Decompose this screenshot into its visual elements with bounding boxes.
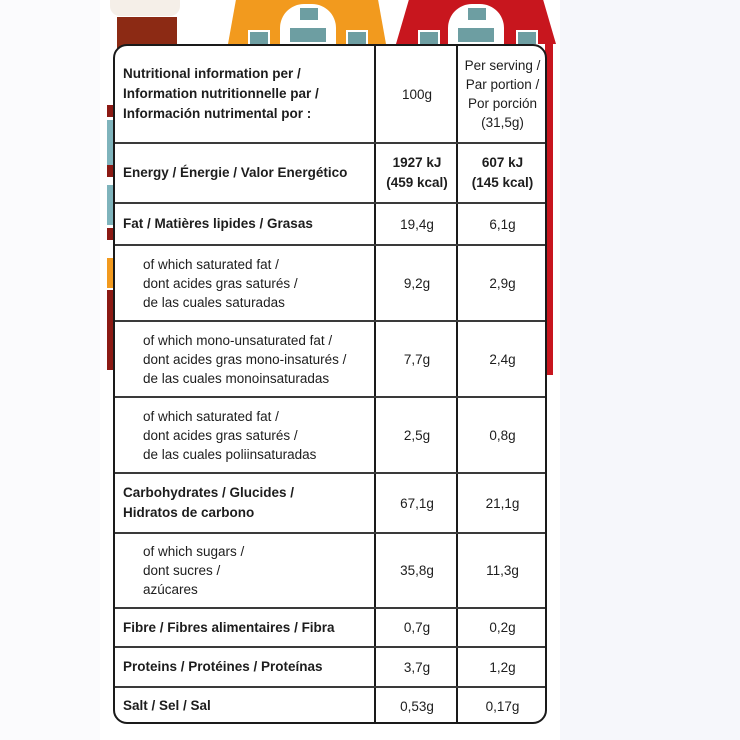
row-label-line: dont acides gras saturés / [143,275,298,291]
row-label [115,204,374,244]
row-label-text: Salt / Sel / Sal [123,698,211,713]
value-kcal: (145 kcal) [471,175,534,190]
value-text: 7,7g [403,351,431,367]
table-row-sugars [115,532,545,607]
value-text: 19,4g [400,216,434,232]
header-per-serving [456,46,547,142]
value-serving [456,534,547,607]
row-label [115,648,374,686]
header-100g [374,46,458,142]
value-serving [456,144,547,202]
value-100g [374,609,458,646]
value-text: 0,8g [489,427,516,443]
background-left [0,0,100,740]
window-icon [288,26,328,44]
row-label [115,688,374,724]
row-label-text: Fibre / Fibres alimentaires / Fibra [123,619,335,635]
table-row-fat [115,202,545,244]
value-100g [374,246,458,320]
table-row-polyunsaturated-fat [115,396,545,472]
value-text: 3,7g [403,659,431,675]
value-text: 6,1g [489,216,516,232]
row-label [115,474,374,532]
row-label-line: of which mono-unsaturated fat / [143,332,333,348]
table-row-monounsaturated-fat [115,320,545,396]
value-text: 21,1g [485,495,520,511]
value-serving [456,688,547,724]
value-kcal: (459 kcal) [386,175,448,190]
header-label-line: Nutritional information per / [123,66,301,81]
header-serving-line: Per serving / [464,58,541,73]
value-text: 67,1g [400,495,434,511]
header-serving-line: Por porción [467,96,538,111]
row-label-line: Carbohydrates / Glucides / [123,485,295,500]
table-row-fibre [115,607,545,646]
table-row-proteins [115,646,545,686]
row-label-line: dont sucres / [143,563,221,578]
value-serving [456,322,547,396]
table-row-energy [115,142,545,202]
row-label-line: dont acides gras mono-insaturés / [143,351,347,367]
red-house-illustration [396,0,556,44]
row-label-line: dont acides gras saturés / [143,427,298,443]
header-serving-line: Par portion / [465,77,540,92]
table-header-row [115,46,545,142]
row-label-line: de las cuales poliinsaturadas [143,446,317,462]
value-serving [456,648,547,686]
value-text: 9,2g [403,275,431,291]
value-text: 0,2g [489,620,516,635]
value-100g [374,534,458,607]
row-label-line: of which sugars / [143,544,245,559]
value-100g [374,648,458,686]
header-serving-line: (31,5g) [481,115,524,130]
row-label [115,246,374,320]
table-row-salt [115,686,545,724]
header-label [115,46,374,142]
row-label-text: Fat / Matières lipides / Grasas [123,216,313,231]
header-label-line: Information nutritionnelle par / [123,86,319,101]
white-roof-decoration [110,0,180,16]
value-serving [456,609,547,646]
row-label-text: Energy / Énergie / Valor Energético [123,165,348,180]
orange-house-illustration [228,0,386,44]
row-label [115,144,374,202]
background-right [560,0,740,740]
value-kj: 1927 kJ [392,155,442,170]
row-label [115,609,374,646]
value-text: 2,4g [489,351,516,367]
value-text: 0,7g [403,620,431,635]
value-text: 11,3g [486,563,519,578]
value-text: 2,5g [403,427,431,443]
row-label-line: de las cuales monoinsaturadas [143,370,330,386]
value-100g [374,144,458,202]
row-label-line: Hidratos de carbono [123,505,255,520]
value-kj: 607 kJ [481,155,524,170]
window-icon [456,26,496,44]
value-serving [456,398,547,472]
value-text: 0,53g [400,698,434,714]
header-100g-text: 100g [401,86,433,102]
value-serving [456,204,547,244]
value-100g [374,688,458,724]
value-text: 2,9g [489,275,516,291]
row-label [115,534,374,607]
value-serving [456,246,547,320]
table-row-carbohydrates [115,472,545,532]
window-icon [298,6,320,22]
row-label-line: de las cuales saturadas [143,294,285,310]
value-serving [456,474,547,532]
value-100g [374,474,458,532]
value-text: 0,17g [485,698,520,714]
table-row-saturated-fat [115,244,545,320]
row-label-line: azúcares [143,582,198,597]
row-label-line: of which saturated fat / [143,408,279,424]
value-100g [374,322,458,396]
row-label-line: of which saturated fat / [143,256,279,272]
value-100g [374,204,458,244]
value-text: 1,2g [489,659,516,675]
header-label-line: Información nutrimental por : [123,106,312,121]
value-text: 35,8g [400,563,434,578]
row-label [115,398,374,472]
window-icon [466,6,488,22]
row-label [115,322,374,396]
row-label-text: Proteins / Protéines / Proteínas [123,659,323,674]
value-100g [374,398,458,472]
nutrition-table [113,44,547,724]
